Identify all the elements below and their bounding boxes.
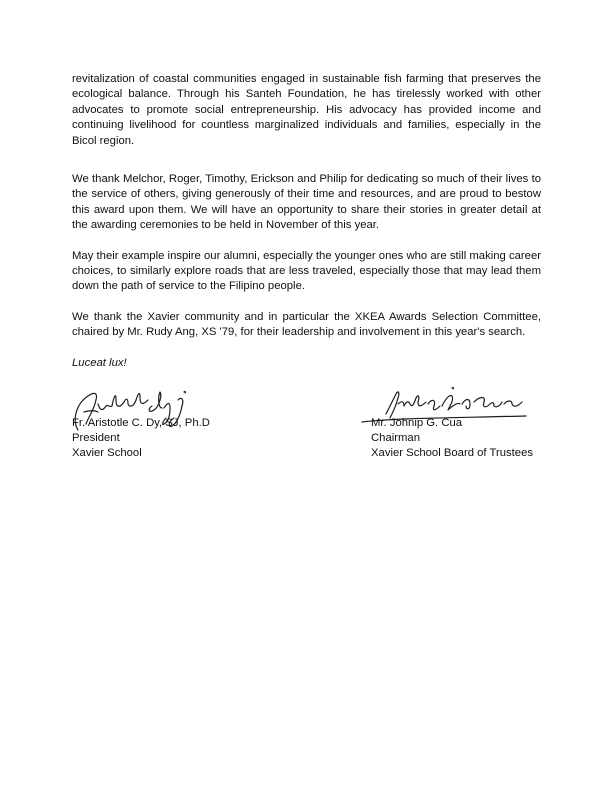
right-signatory-block <box>371 416 533 461</box>
paragraph-4: We thank the Xavier community and in particular the XKEA Awards Selection Committee, chaired by Mr. Rudy Ang, XS '79, for their leadership and involvement in this year's search. <box>72 310 541 339</box>
paragraph-3: May their example inspire our alumni, especially the younger ones who are still making career choices, to similarly explore roads that are less traveled, especially those that may lead them down the path of service to the Filipino people. <box>72 249 541 293</box>
closing-salutation: Luceat lux! <box>72 356 127 369</box>
right-signatory-name: Mr. Johnip G. Cua <box>371 417 463 429</box>
left-signatory-block <box>72 416 210 461</box>
left-signatory-title: President <box>72 432 120 444</box>
left-signatory-name: Fr. Aristotle C. Dy, SJ, Ph.D <box>72 417 210 429</box>
letter-body <box>72 72 541 371</box>
right-signatory-organization: Xavier School Board of Trustees <box>371 447 534 459</box>
left-signatory-organization: Xavier School <box>72 447 142 459</box>
right-signatory-title: Chairman <box>371 432 420 444</box>
paragraph-1: revitalization of coastal communities engaged in sustainable fish farming that preserves the ecological balance. Through his Santeh Foundation, he has tirelessly worked with other advocates to promote social entrepreneurship. His advocacy has provided income and continuing livelihood for countless marginalized individuals and families, especially in the Bicol region. <box>72 73 541 147</box>
paragraph-2: We thank Melchor, Roger, Timothy, Erickson and Philip for dedicating so much of their lives to the service of others, giving generously of their time and resources, and are proud to bestow this award upon them. We will have an opportunity to share their stories in greater detail at the awarding ceremonies to be held in November of this year. <box>72 173 541 232</box>
